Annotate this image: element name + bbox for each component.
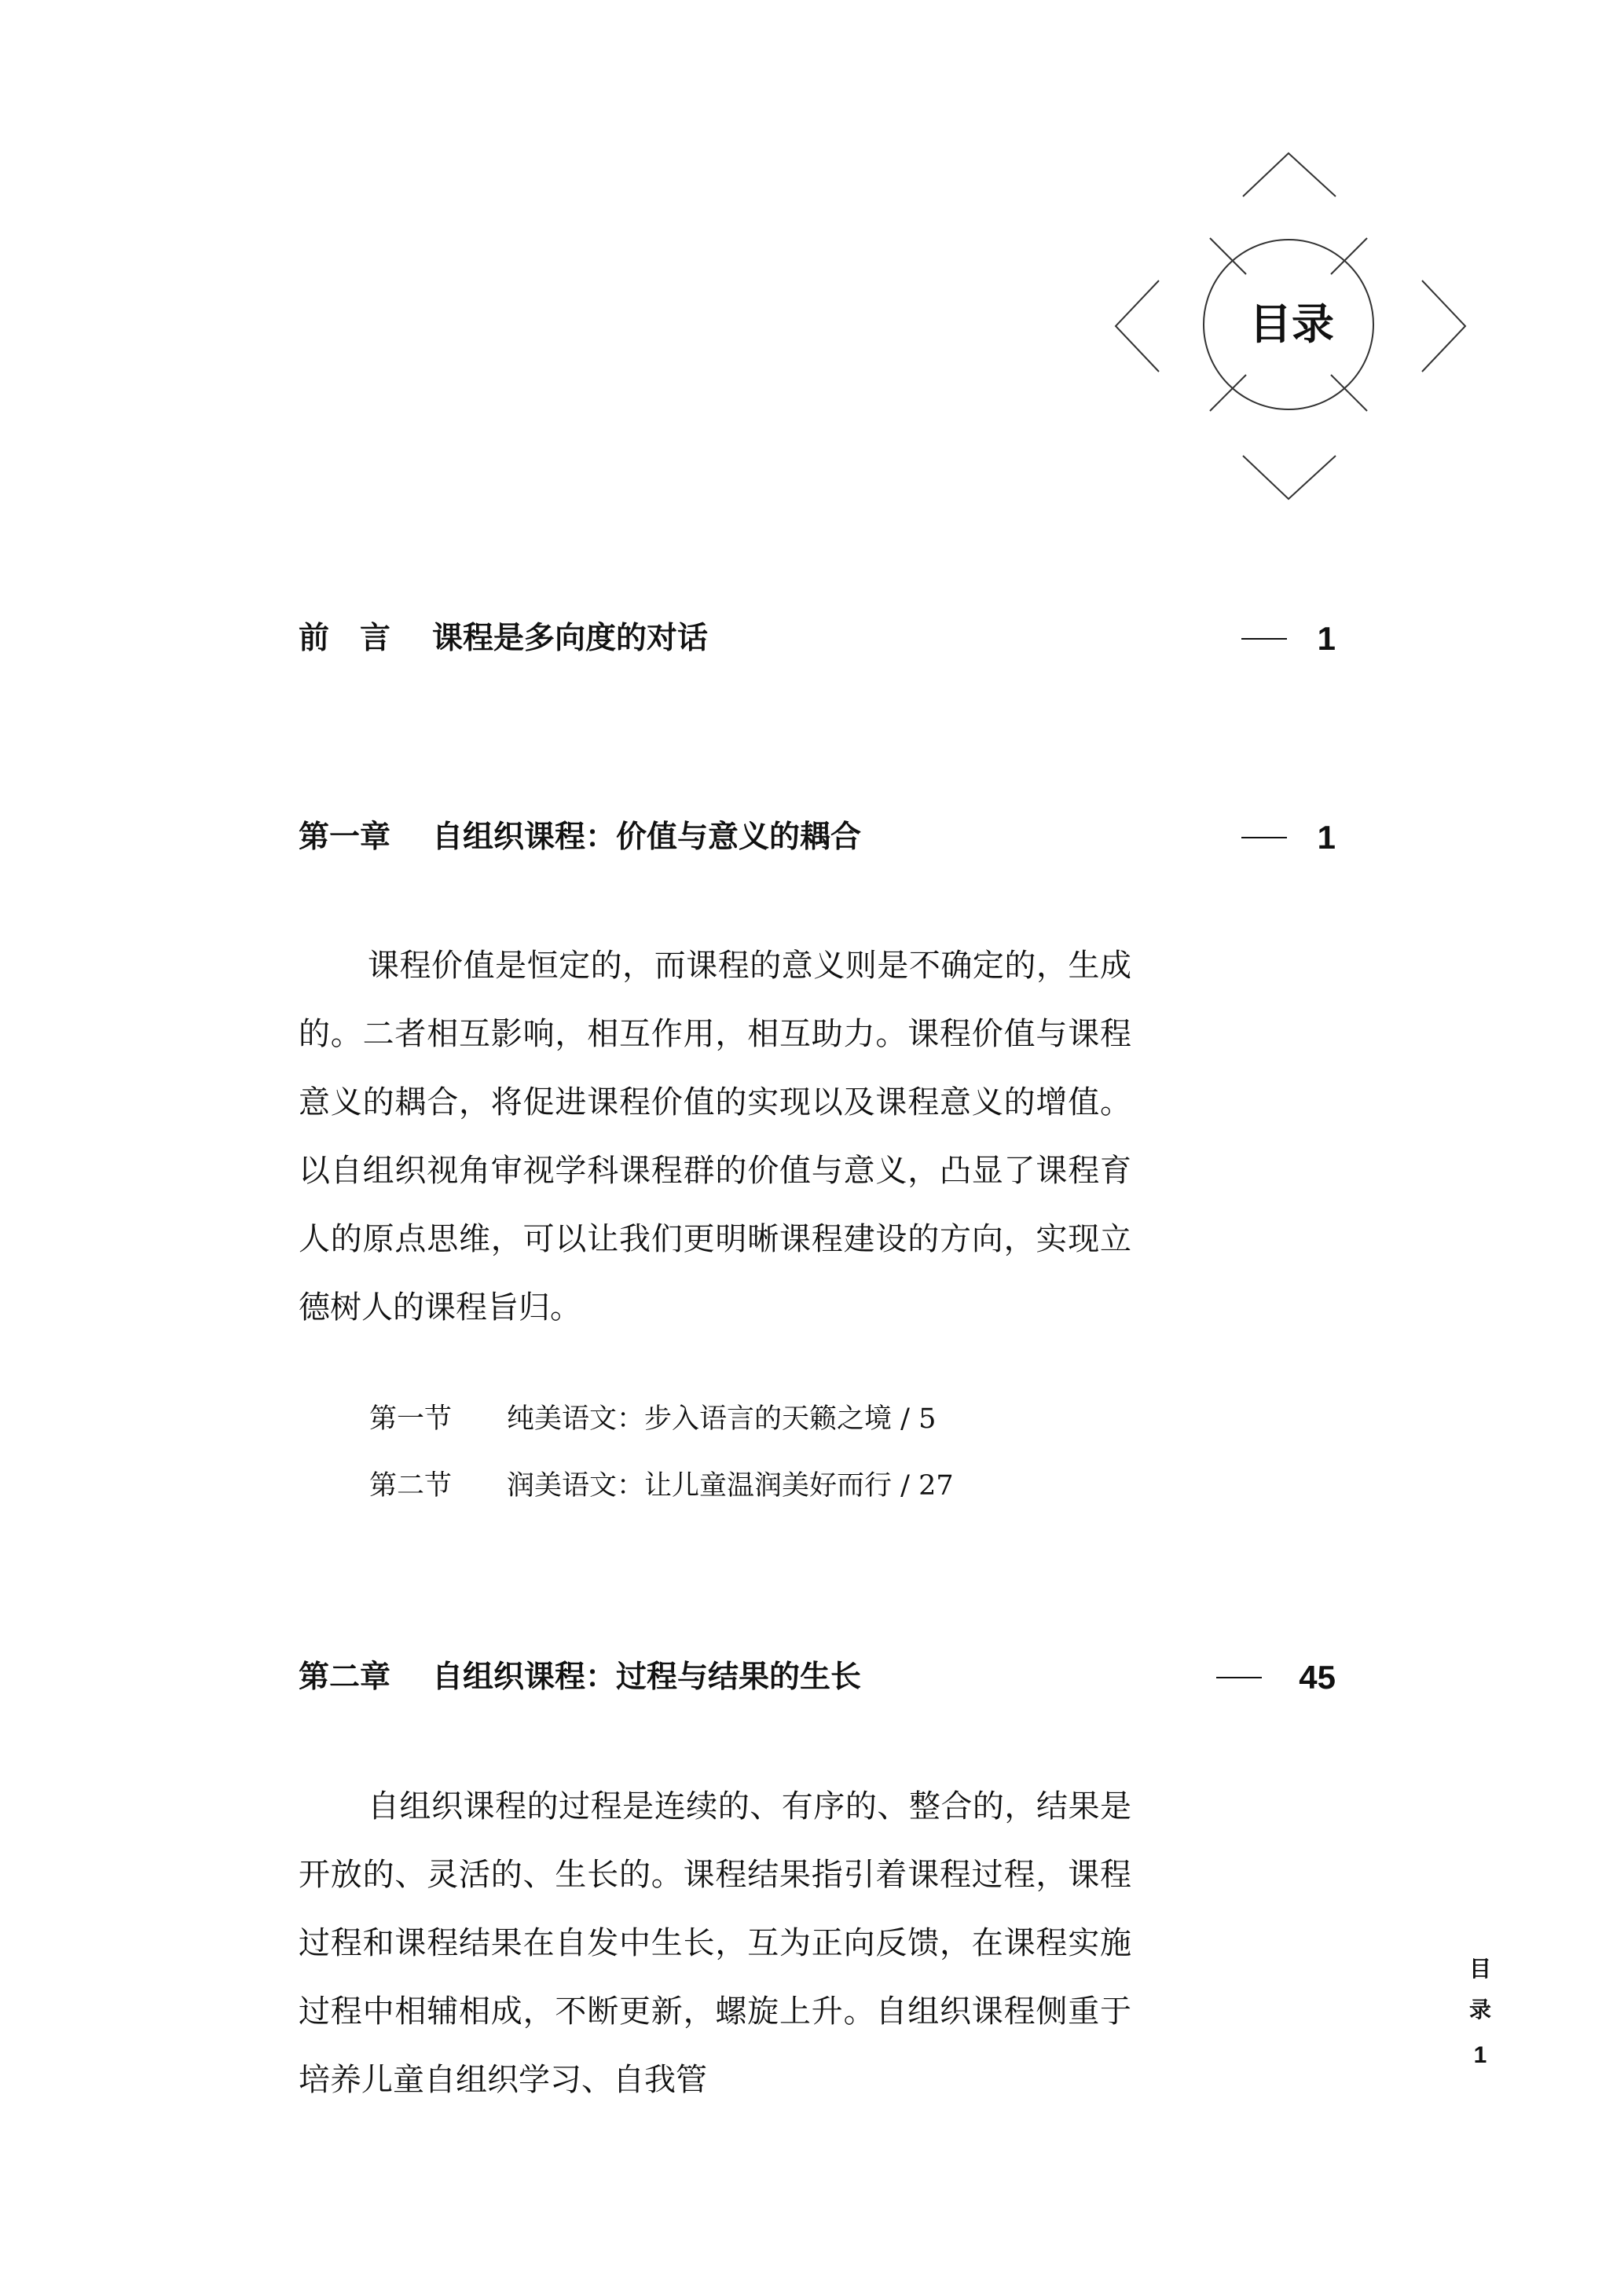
toc-entry-chapter-1[interactable]	[299, 810, 1336, 865]
toc-section-1-2[interactable]	[369, 1462, 954, 1509]
toc-entry-page: 1	[1317, 620, 1336, 657]
section-label: 第二节	[369, 1470, 453, 1502]
toc-entry-label: 第一章	[299, 820, 391, 855]
emblem-diag-bl	[1210, 375, 1246, 411]
emblem-diag-br	[1331, 375, 1367, 411]
section-label: 第一节	[369, 1403, 453, 1435]
toc-entry-preface[interactable]	[299, 611, 1336, 666]
toc-leader-dash	[1241, 611, 1287, 666]
toc-entry-label: 第二章	[299, 1660, 391, 1695]
emblem-left-chevron	[1116, 281, 1159, 372]
emblem-top-chevron	[1243, 153, 1336, 196]
section-text: 润美语文：让儿童温润美好而行 / 27	[507, 1470, 954, 1502]
section-text: 纯美语文：步入语言的天籁之境 / 5	[507, 1403, 937, 1435]
chapter-2-summary: 自组织课程的过程是连续的、有序的、整合的，结果是开放的、灵活的、生长的。课程结果指引着课程过程，课程过程和课程结果在自发中生长，互为正向反馈，在课程实施过程中相辅相成，不断更新，螺旋上升。自组织课程侧重于培养儿童自组织学习、自我管	[299, 1788, 1131, 2098]
toc-entry-page: 1	[1317, 819, 1336, 856]
toc-entry-title: 课程是多向度的对话	[432, 621, 709, 656]
side-running-tab	[1463, 1949, 1498, 2076]
emblem-bottom-chevron	[1243, 456, 1336, 499]
toc-entry-page: 45	[1299, 1659, 1336, 1696]
toc-leader-dash	[1241, 810, 1287, 865]
toc-section-1-1[interactable]	[369, 1396, 936, 1443]
toc-entry-title: 自组织课程：价值与意义的耦合	[432, 820, 862, 855]
side-tab-char: 目	[1468, 1956, 1491, 1982]
side-tab-char: 录	[1468, 1997, 1491, 2023]
emblem-right-chevron	[1422, 281, 1465, 372]
toc-entry-chapter-2[interactable]	[299, 1650, 1336, 1705]
toc-leader-dash	[1216, 1650, 1262, 1705]
toc-title: 目录	[1249, 299, 1334, 349]
side-page-number: 1	[1473, 2042, 1487, 2068]
toc-entry-label: 前 言	[299, 621, 391, 656]
toc-entry-title: 自组织课程：过程与结果的生长	[432, 1660, 862, 1695]
chapter-1-summary: 课程价值是恒定的，而课程的意义则是不确定的，生成的。二者相互影响，相互作用，相互助力。课程价值与课程意义的耦合，将促进课程价值的实现以及课程意义的增值。以自组织视角审视学科课程群的价值与意义，凸显了课程育人的原点思维，可以让我们更明晰课程建设的方向，实现立德树人的课程旨归。	[299, 948, 1131, 1326]
